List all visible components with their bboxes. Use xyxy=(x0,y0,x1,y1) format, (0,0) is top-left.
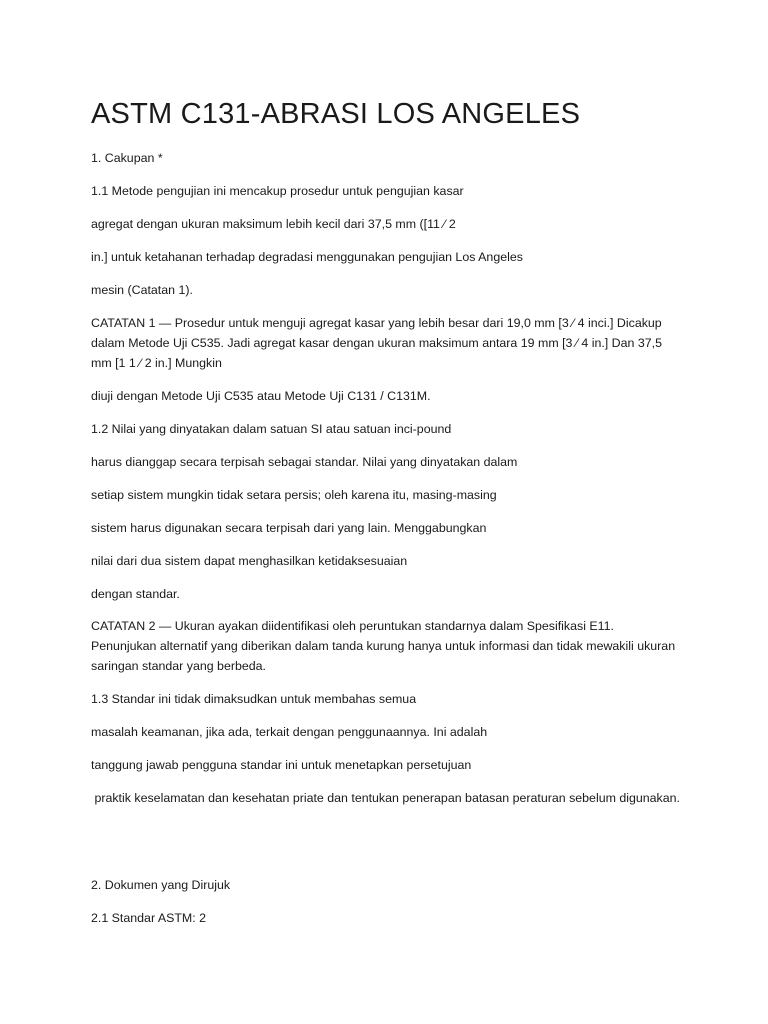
paragraph-1-3-line-3: tanggung jawab pengguna standar ini untuk menetapkan persetujuan xyxy=(91,758,472,772)
paragraph-1-2-line-5: nilai dari dua sistem dapat menghasilkan ketidaksesuaian xyxy=(91,554,408,568)
paragraph-1-3-line-4: praktik keselamatan dan kesehatan priate dan tentukan penerapan batasan peraturan sebelum digunakan. xyxy=(91,791,680,805)
document-title: ASTM C131-ABRASI LOS ANGELES xyxy=(91,98,581,130)
paragraph-1-1-line-4: mesin (Catatan 1). xyxy=(91,283,193,297)
paragraph-1-2-line-3: setiap sistem mungkin tidak setara persis; oleh karena itu, masing-masing xyxy=(91,488,497,502)
section-1-heading: 1. Cakupan * xyxy=(91,151,163,165)
paragraph-1-1-line-2: agregat dengan ukuran maksimum lebih kecil dari 37,5 mm ([11 ⁄ 2 xyxy=(91,217,456,231)
paragraph-1-2-line-4: sistem harus digunakan secara terpisah dari yang lain. Menggabungkan xyxy=(91,521,487,535)
paragraph-2-1: 2.1 Standar ASTM: 2 xyxy=(91,911,207,925)
paragraph-1-1-line-1: 1.1 Metode pengujian ini mencakup prosedur untuk pengujian kasar xyxy=(91,184,464,198)
paragraph-note-1-cont: diuji dengan Metode Uji C535 atau Metode Uji C131 / C131M. xyxy=(91,389,431,403)
note-1: CATATAN 1 — Prosedur untuk menguji agregat kasar yang lebih besar dari 19,0 mm [3 ⁄ 4 inci.] Dicakup dalam Metode Uji C535. Jadi agregat kasar dengan ukuran maksimum antara 19 mm [3 ⁄ 4 in.] Dan 37,5 mm [1 1 ⁄ 2 in.] Mungkin xyxy=(91,316,662,370)
paragraph-1-3-line-2: masalah keamanan, jika ada, terkait dengan penggunaannya. Ini adalah xyxy=(91,725,488,739)
section-2-heading: 2. Dokumen yang Dirujuk xyxy=(91,878,231,892)
paragraph-1-1-line-3: in.] untuk ketahanan terhadap degradasi menggunakan pengujian Los Angeles xyxy=(91,250,523,264)
paragraph-1-2-line-6: dengan standar. xyxy=(91,587,180,601)
note-2: CATATAN 2 — Ukuran ayakan diidentifikasi oleh peruntukan standarnya dalam Spesifikasi E11. Penunjukan alternatif yang diberikan dalam tanda kurung hanya untuk informasi dan tidak mewakili ukuran saringan standar yang berbeda. xyxy=(91,619,676,673)
paragraph-1-2-line-1: 1.2 Nilai yang dinyatakan dalam satuan SI atau satuan inci-pound xyxy=(91,422,452,436)
paragraph-1-2-line-2: harus dianggap secara terpisah sebagai standar. Nilai yang dinyatakan dalam xyxy=(91,455,518,469)
paragraph-1-3-line-1: 1.3 Standar ini tidak dimaksudkan untuk membahas semua xyxy=(91,692,417,706)
